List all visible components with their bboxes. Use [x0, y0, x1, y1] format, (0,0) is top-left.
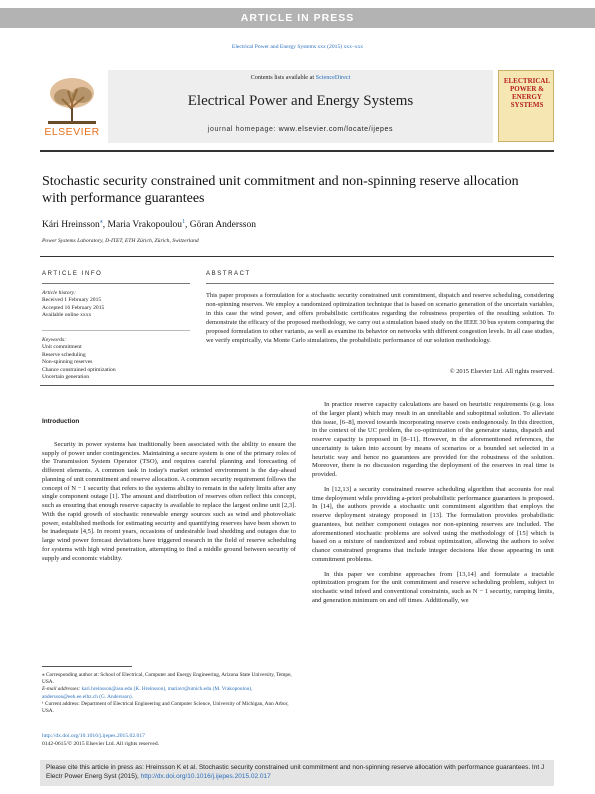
email-addresses[interactable]: kari.hreinsson@asu.edu (K. Hreinsson), mariavr@umich.edu (M. Vrakopoulou), andersson@eeh.ee.ethz.ch (G. Andersson). — [42, 686, 253, 700]
journal-header — [40, 70, 554, 143]
abstract-copyright: © 2015 Elsevier Ltd. All rights reserved. — [449, 368, 554, 375]
article-info-rule — [42, 283, 190, 284]
journal-cover-thumbnail — [498, 70, 554, 142]
body-paragraph: In [12,13] a security constrained reserve scheduling algorithm that accounts for real time deployment while providing a-priori probabilistic performance guarantees is proposed. In [14], the authors provide a stochastic unit commitment algorithm that employs the reserve deployment strategy proposed in [13]. The formulation provides probabilistic guarantees, but neither component outages nor non-spinning reserves are included. The aforementioned stochastic problems are solved using the methodology of [15] which is based on a mixture of randomized and robust optimization, allowing the authors to solve chance constrained programs that include integer decisions like those appearing in unit commitment problems. — [312, 485, 554, 563]
keyword-item: Reserve scheduling — [42, 351, 86, 358]
doi-block — [42, 732, 159, 748]
footnote-rule — [42, 666, 132, 667]
author-name[interactable]: Kári Hreinsson — [42, 220, 100, 231]
keyword-item: Chance constrained optimization — [42, 366, 116, 373]
header-divider — [40, 150, 554, 152]
footnotes — [42, 672, 296, 715]
cite-this-article-box — [40, 760, 554, 786]
corresponding-author-note: ⁎ Corresponding author at: School of Electrical, Computer and Energy Engineering, Arizona State University, Tempe, USA. — [42, 672, 292, 686]
keywords-rule — [42, 330, 190, 331]
abstract-rule — [206, 283, 554, 284]
abstract-text: This paper proposes a formulation for a stochastic security constrained unit commitment, dispatch and reserve scheduling, considering non-spinning reserves. We employ a randomized optimization technique that is based on scenario generation of the uncertain variables, in this case the wind power, and offers probabilistic certificates regarding the robustness properties of the resulting solution. To demonstrate the efficacy of the proposed methodology, we carry out a simulation based study on the IEEE 30 bus system comparing the proposed formulation to other variants, as well as examine its behavior on networks with different congestion levels. In all case studies, we verify empirically, via Monte Carlo simulations, the probabilistic performance of our solution methodology. — [206, 292, 554, 344]
body-paragraph: Security in power systems has traditionally been associated with the ability to ensure the supply of power under contingencies. Maintaining a secure system is one of the primary roles of the Transmission System Operator (TSO), and requires careful planning and forecasting of different elements. A common task in today's market oriented environment is the day-ahead planning of unit commitment and reserve allocation. A common security requirement follows the concept of N − 1 security that refers to the systems ability to remain in the safety limits after any single component outage [1]. The amount and distribution of reserves often reflect this concept, such as ensuring that enough reserve capacity is available to replace the largest online unit [2,3]. With the rapid growth of stochastic renewable energy sources such as wind and photovoltaic power, established methods for estimating security and quantifying reserves have been shown to be inadequate [4,5]. In recent years, occasions of undesirable load shedding and outages due to large wind power forecast deviations have triggered research in the field of reserve scheduling for systems with high wind penetration, attempting to find a middle ground between security of supply and economic viability. — [42, 440, 296, 562]
body-paragraph: In this paper we combine approaches from [13,14] and formulate a tractable optimization program for the unit commitment and reserve scheduling problem, subject to stochastic wind infeed and conventional constraints, such as N − 1 security, ramping limits, and generation minimum on and off times. Additionally, we — [312, 570, 554, 604]
history-accepted: Accepted 16 February 2015 — [42, 304, 105, 311]
sciencedirect-link[interactable]: ScienceDirect — [315, 74, 351, 81]
elsevier-tree-logo — [40, 70, 104, 132]
paper-title: Stochastic security constrained unit commitment and non-spinning reserve allocation with performance guarantees — [42, 174, 519, 206]
contents-line — [108, 74, 493, 81]
journal-homepage — [108, 126, 493, 133]
article-in-press-banner: ARTICLE IN PRESS — [0, 8, 595, 28]
author-list: Kári Hreinsson⁎, Maria Vrakopoulou$^1$, Göran Andersson — [42, 219, 256, 231]
homepage-label: journal homepage: — [207, 126, 279, 133]
author-mark[interactable]: ⁎ — [99, 219, 103, 225]
history-online: Available online xxxx — [42, 312, 92, 319]
article-info-heading: ARTICLE INFO — [42, 271, 103, 277]
email-label: E-mail addresses: — [42, 686, 81, 693]
history-received: Received 1 February 2015 — [42, 297, 102, 304]
contents-prefix: Contents lists available at — [250, 74, 316, 81]
history-label: Article history: — [42, 290, 77, 296]
elsevier-wordmark: ELSEVIER — [44, 126, 100, 138]
keywords-block — [42, 337, 116, 381]
doi-link[interactable]: http://dx.doi.org/10.1016/j.ijepes.2015.02.017 — [42, 733, 145, 739]
author-mark[interactable]: 1 — [181, 219, 185, 225]
author-name[interactable]: Maria Vrakopoulou — [107, 220, 182, 231]
affiliation: Power Systems Laboratory, D-ITET, ETH Zürich, Zürich, Switzerland — [42, 238, 199, 244]
journal-title: Electrical Power and Energy Systems — [187, 93, 414, 109]
journal-citation-line[interactable]: Electrical Power and Energy Systems xxx (2015) xxx–xxx — [231, 44, 364, 50]
body-divider — [40, 385, 554, 386]
article-history — [42, 290, 104, 320]
keyword-item: Non-spinning reserves — [42, 359, 93, 366]
issn-line: 0142-0615/© 2015 Elsevier Ltd. All rights reserved. — [42, 741, 160, 747]
author-name[interactable]: Göran Andersson — [189, 220, 256, 231]
right-column — [312, 401, 554, 606]
homepage-url[interactable]: www.elsevier.com/locate/ijepes — [278, 126, 394, 133]
email-note — [42, 686, 296, 700]
cover-title: ELECTRICAL POWER & ENERGY SYSTEMS — [503, 77, 551, 109]
journal-title-panel — [108, 70, 493, 143]
keyword-item: Uncertain generation — [42, 374, 90, 381]
left-column — [42, 418, 296, 563]
keyword-item: Unit commitment — [42, 344, 82, 351]
introduction-heading: Introduction — [42, 418, 80, 425]
body-paragraph: In practice reserve capacity calculations are based on heuristic requirements (e.g. loss of the larger plant) which may result in an unreliable and suboptimal solution. To alleviate this issue, [6–8], moved towards incorporating reserve costs endogenously. In this direction, in the context of the UC problem, the co-optimization of the generator status, dispatch and reserve capacity is proposed in [8–11]. However, in the aforementioned references, the uncertainty is taken into account by means of scenarios or a bounded set selected in a heuristic way and hence no guarantees are provided for the robustness of the solution. Moreover, there is no discussion regarding the deployment of the reserves in real time is provided. — [312, 401, 554, 478]
current-address-note: ¹ Current address: Department of Electrical Engineering and Computer Science, University of Michigan, Ann Arbor, USA. — [42, 700, 289, 715]
abstract-heading: ABSTRACT — [206, 271, 251, 277]
section-divider — [40, 256, 554, 257]
keywords-label: Keywords: — [42, 337, 67, 343]
cite-doi-link[interactable]: http://dx.doi.org/10.1016/j.ijepes.2015.02.017 — [140, 773, 271, 780]
cite-text: Please cite this article in press as: Hreinsson K et al. Stochastic security constrained unit commitment and non-spinning reserve allocation with performance guarantees. Int J Electr Power Energ Syst (2015), — [46, 764, 545, 780]
